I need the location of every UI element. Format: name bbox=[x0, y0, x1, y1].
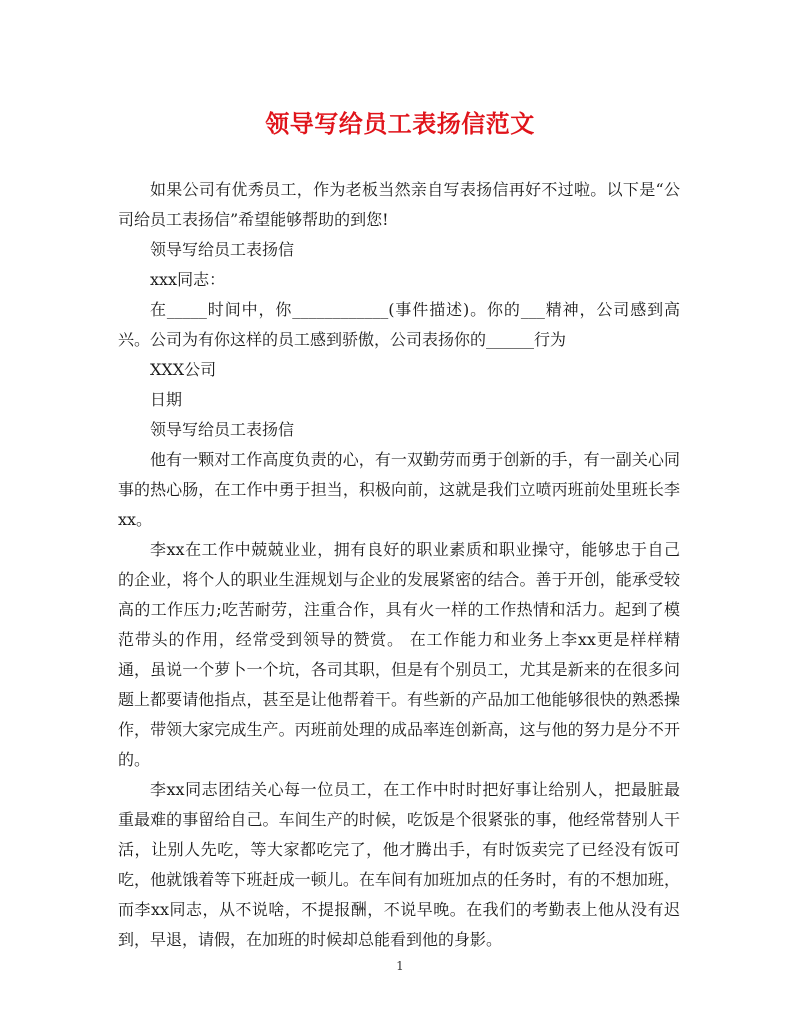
paragraph-body-1: 他有一颗对工作高度负责的心，有一双勤劳而勇于创新的手，有一副关心同事的热心肠，在工作中勇于担当，积极向前，这就是我们立喷丙班前处里班长李xx。 bbox=[118, 450, 680, 529]
page-number: 1 bbox=[396, 959, 404, 973]
paragraph-salutation: xxx同志： bbox=[150, 270, 226, 289]
paragraph-letter-heading-2: 领导写给员工表扬信 bbox=[150, 420, 295, 439]
paragraph-body-2: 李xx在工作中兢兢业业，拥有良好的职业素质和职业操守，能够忠于自己的企业，将个人的职业生涯规划与企业的发展紧密的结合。善于开创，能承受较高的工作压力;吃苦耐劳，注重合作，具有火一样的工作热情和活力。起到了模范带头的作用，经常受到领导的赞赏。 在工作能力和业务上李xx更是样样精通，虽说一个萝卜一个坑，各司其职，但是有个别员工，尤其是新来的在很多问题上都要请他指点，甚至是让他帮着干。有些新的产品加工他能够很快的熟悉操作，带领大家完成生产。丙班前处理的成品率连创新高，这与他的努力是分不开的。 bbox=[118, 540, 680, 769]
paragraph-template-body: 在_____时间中，你____________(事件描述)。你的___精神，公司感到高兴。公司为有你这样的员工感到骄傲，公司表扬你的______行为 bbox=[118, 300, 680, 349]
paragraph-intro: 如果公司有优秀员工，作为老板当然亲自写表扬信再好不过啦。以下是“公司给员工表扬信”希望能够帮助的到您! bbox=[118, 180, 680, 229]
paragraph-signature-company: XXX公司 bbox=[150, 360, 217, 379]
paragraph-signature-date: 日期 bbox=[150, 390, 183, 409]
page-title: 领导写给员工表扬信范文 bbox=[265, 109, 535, 138]
paragraph-body-3: 李xx同志团结关心每一位员工，在工作中时时把好事让给别人，把最脏最重最难的事留给自己。车间生产的时候，吃饭是个很紧张的事，他经常替别人干活，让别人先吃，等大家都吃完了，他才腾出手，有时饭卖完了已经没有饭可吃，他就饿着等下班赶成一顿儿。在车间有加班加点的任务时，有的不想加班，而李xx同志，从不说啥，不提报酬，不说早晚。在我们的考勤表上他从没有迟到，早退，请假，在加班的时候却总能看到他的身影。 bbox=[118, 780, 680, 949]
document-body bbox=[118, 175, 680, 955]
paragraph-letter-heading: 领导写给员工表扬信 bbox=[150, 240, 295, 259]
